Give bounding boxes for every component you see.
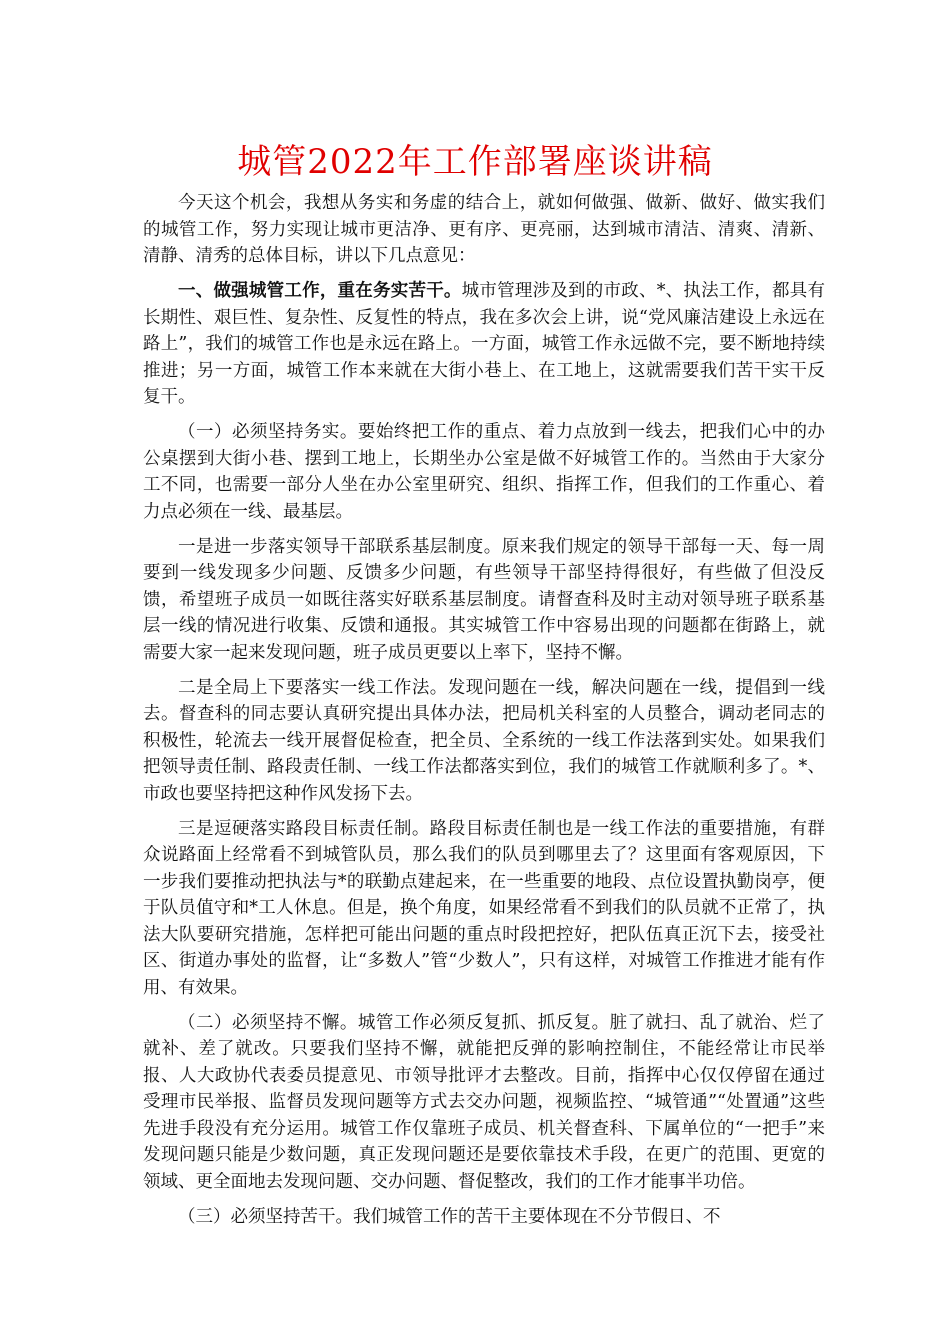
- document-body: [143, 190, 825, 1239]
- paragraph-text: （二）必须坚持不懈。城管工作必须反复抓、抓反复。脏了就扫、乱了就治、烂了就补、差了就改。只要我们坚持不懈，就能把反弹的影响控制住，不能经常让市民举报、人大政协代表委员提意见、市领导批评才去整改。目前，指挥中心仅仅停留在通过受理市民举报、监督员发现问题等方式去交办问题，视频监控、“城管通”“处置通”这些先进手段没有充分运用。城管工作仅靠班子成员、机关督查科、下属单位的“一把手”来发现问题只能是少数问题，真正发现问题还是要依靠技术手段，在更广的范围、更宽的领域、更全面地去发现问题、交办问题、督促整改，我们的工作才能事半功倍。: [143, 1012, 825, 1192]
- paragraph-text: 一是进一步落实领导干部联系基层制度。原来我们规定的领导干部每一天、每一周要到一线发现多少问题、反馈多少问题，有些领导干部坚持得很好，有些做了但没反馈，希望班子成员一如既往落实好联系基层制度。请督查科及时主动对领导班子联系基层一线的情况进行收集、反馈和通报。其实城管工作中容易出现的问题都在街路上，就需要大家一起来发现问题，班子成员更要以上率下，坚持不懈。: [143, 536, 825, 663]
- paragraph-point-1: [143, 534, 825, 667]
- paragraph-text: 今天这个机会，我想从务实和务虚的结合上，就如何做强、做新、做好、做实我们的城管工作，努力实现让城市更洁净、更有序、更亮丽，达到城市清洁、清爽、清新、清静、清秀的总体目标，讲以下几点意见：: [143, 193, 825, 266]
- paragraph-point-3: [143, 816, 825, 1002]
- paragraph-point-2: [143, 675, 825, 808]
- paragraph-subsection-2: [143, 1010, 825, 1196]
- paragraph-subsection-3: [143, 1204, 825, 1231]
- paragraph-text: 二是全局上下要落实一线工作法。发现问题在一线，解决问题在一线，提倡到一线去。督查科的同志要认真研究提出具体办法，把局机关科室的人员整合，调动老同志的积极性，轮流去一线开展督促检查，把全员、全系统的一线工作法落到实处。如果我们把领导责任制、路段责任制、一线工作法都落实到位，我们的城管工作就顺利多了。*、市政也要坚持把这种作风发扬下去。: [143, 677, 825, 804]
- paragraph-text: （一）必须坚持务实。要始终把工作的重点、着力点放到一线去，把我们心中的办公桌摆到大街小巷、摆到工地上，长期坐办公室是做不好城管工作的。当然由于大家分工不同，也需要一部分人坐在办公室里研究、组织、指挥工作，但我们的工作重心、着力点必须在一线、最基层。: [143, 422, 825, 522]
- paragraph-text: （三）必须坚持苦干。我们城管工作的苦干主要体现在不分节假日、不: [178, 1206, 721, 1227]
- paragraph-intro: [143, 190, 825, 270]
- paragraph-subsection-1: [143, 419, 825, 525]
- document-title: 城管2022年工作部署座谈讲稿: [237, 142, 713, 182]
- paragraph-text: 城市管理涉及到的市政、*、执法工作，都具有长期性、艰巨性、复杂性、反复性的特点，我在多次会上讲，说“党风廉洁建设上永远在路上”，我们的城管工作也是永远在路上。一方面，城管工作永远做不完，要不断地持续推进；另一方面，城管工作本来就在大街小巷上、在工地上，这就需要我们苦干实干反复干。: [143, 281, 826, 407]
- paragraph-text: 三是逗硬落实路段目标责任制。路段目标责任制也是一线工作法的重要措施，有群众说路面上经常看不到城管队员，那么我们的队员到哪里去了？这里面有客观原因，下一步我们要推动把执法与*的联勤点建起来，在一些重要的地段、点位设置执勤岗亭，便于队员值守和*工人休息。但是，换个角度，如果经常看不到我们的队员就不正常了，执法大队要研究措施，怎样把可能出问题的重点时段把控好，把队伍真正沉下去，接受社区、街道办事处的监督，让“多数人”管“少数人”，只有这样，对城管工作推进才能有作用、有效果。: [143, 818, 825, 998]
- section-heading: 一、做强城管工作，重在务实苦干。: [178, 281, 462, 301]
- paragraph-section-1: [143, 278, 825, 411]
